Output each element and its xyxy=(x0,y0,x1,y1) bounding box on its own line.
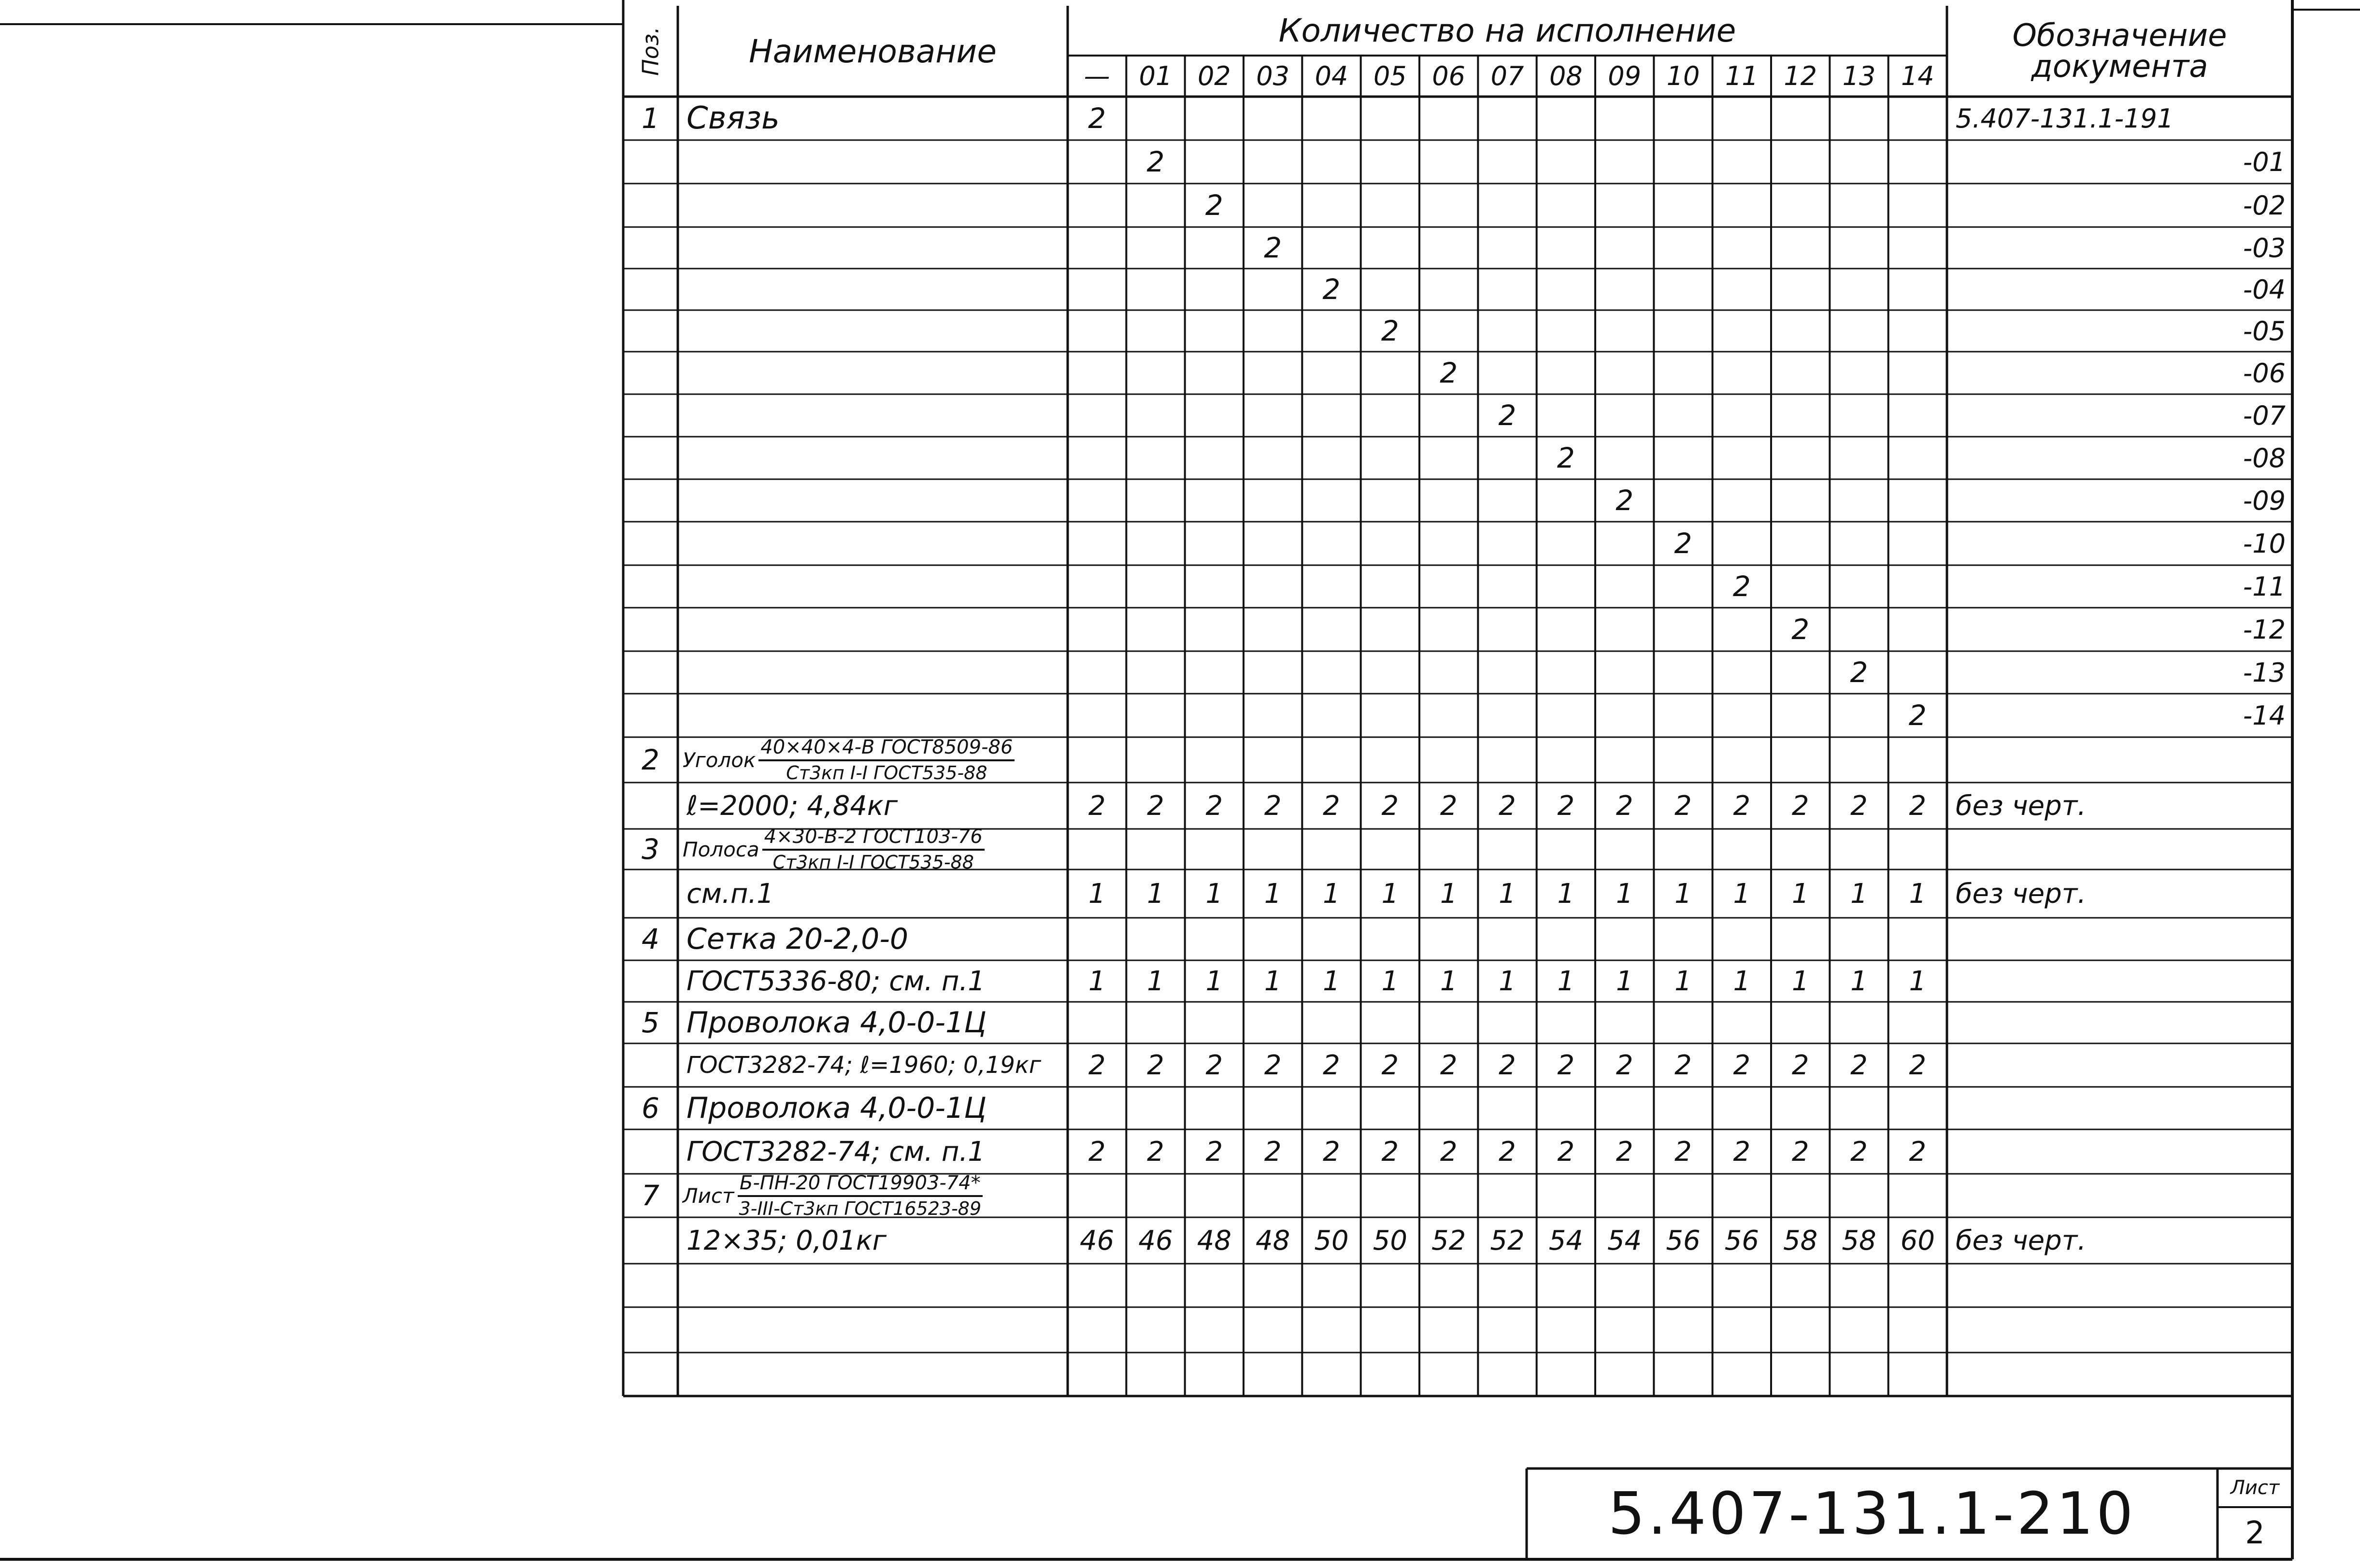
qty-cell: 2 xyxy=(1381,790,1399,822)
qty-cell: 1 xyxy=(1909,965,1927,997)
qty-cell: 2 xyxy=(1498,399,1516,432)
qty-cell: 2 xyxy=(1732,570,1751,603)
qty-cell: 56 xyxy=(1666,1225,1701,1256)
qty-cell: 2 xyxy=(1909,1136,1927,1168)
doc-designation: -11 xyxy=(2243,571,2286,602)
qty-cell: 2 xyxy=(1909,1049,1927,1081)
item-prefix: Полоса xyxy=(683,837,759,861)
qty-cell: 48 xyxy=(1197,1225,1231,1256)
qty-cell: 2 xyxy=(1616,1136,1633,1168)
doc-designation: -13 xyxy=(2243,657,2286,688)
qty-cell: 2 xyxy=(1440,1049,1458,1081)
qty-cell: 54 xyxy=(1607,1225,1642,1256)
header-variant: 09 xyxy=(1608,61,1642,91)
item-denominator: Ст3кп I-I ГОСТ535-88 xyxy=(772,852,974,873)
qty-cell: 2 xyxy=(1850,1136,1868,1168)
item-numerator: 40×40×4-В ГОСТ8509-86 xyxy=(758,736,1015,761)
qty-cell: 2 xyxy=(1616,790,1633,822)
item-prefix: Лист xyxy=(683,1183,734,1208)
item-denominator: 3-III-Ст3кп ГОСТ16523-89 xyxy=(739,1198,982,1219)
qty-cell: 46 xyxy=(1080,1225,1115,1256)
qty-cell: 2 xyxy=(1791,1136,1809,1168)
header-variant: 04 xyxy=(1315,61,1348,91)
qty-cell: 2 xyxy=(1733,1049,1751,1081)
qty-cell: 2 xyxy=(1146,145,1165,178)
item-name: Проволока 4,0-0-1Ц xyxy=(687,1091,987,1125)
doc-designation: без черт. xyxy=(1956,878,2087,910)
qty-cell: 2 xyxy=(1616,484,1634,517)
doc-designation: -01 xyxy=(2243,146,2286,177)
qty-cell: 2 xyxy=(1264,1136,1282,1168)
item-pos: 3 xyxy=(642,833,659,866)
qty-cell: 2 xyxy=(1264,1049,1282,1081)
qty-cell: 2 xyxy=(1205,790,1223,822)
item-pos: 1 xyxy=(642,102,659,135)
qty-cell: 1 xyxy=(1850,965,1868,997)
qty-cell: 2 xyxy=(1791,790,1809,822)
qty-cell: 2 xyxy=(1088,1136,1106,1168)
doc-designation: -02 xyxy=(2243,190,2286,221)
item-name-fraction xyxy=(683,1174,983,1217)
doc-designation: без черт. xyxy=(1956,1225,2087,1256)
qty-cell: 2 xyxy=(1147,1136,1164,1168)
qty-cell: 58 xyxy=(1783,1225,1818,1256)
qty-cell: 1 xyxy=(1674,965,1692,997)
qty-cell: 2 xyxy=(1323,1136,1340,1168)
qty-cell: 2 xyxy=(1557,442,1575,474)
doc-designation: без черт. xyxy=(1956,790,2087,822)
qty-cell: 2 xyxy=(1440,1136,1458,1168)
item-name: Проволока 4,0-0-1Ц xyxy=(687,1006,987,1040)
doc-designation: -07 xyxy=(2243,400,2286,431)
item-spec: ГОСТ3282-74; ℓ=1960; 0,19кг xyxy=(687,1052,1042,1079)
qty-cell: 50 xyxy=(1314,1225,1349,1256)
header-pos: Поз. xyxy=(637,27,664,76)
qty-cell: 2 xyxy=(1264,231,1282,264)
qty-cell: 2 xyxy=(1674,790,1692,822)
qty-cell: 46 xyxy=(1138,1225,1173,1256)
qty-cell: 2 xyxy=(1322,273,1341,306)
item-pos: 4 xyxy=(642,923,659,955)
item-name: Сетка 20-2,0-0 xyxy=(687,922,909,956)
qty-cell: 1 xyxy=(1440,965,1458,997)
item-name-fraction xyxy=(683,737,1015,783)
qty-cell: 2 xyxy=(1147,790,1164,822)
doc-designation: -04 xyxy=(2243,274,2286,305)
qty-cell: 58 xyxy=(1842,1225,1876,1256)
qty-cell: 1 xyxy=(1733,878,1751,910)
qty-cell: 52 xyxy=(1490,1225,1525,1256)
item-pos: 6 xyxy=(642,1092,659,1125)
qty-cell: 2 xyxy=(1674,1136,1692,1168)
header-variant: 03 xyxy=(1256,61,1290,91)
qty-cell: 1 xyxy=(1205,965,1223,997)
qty-cell: 1 xyxy=(1381,878,1399,910)
qty-cell: 2 xyxy=(1323,790,1340,822)
qty-cell: 1 xyxy=(1264,965,1282,997)
sheet-number: 2 xyxy=(2245,1515,2265,1551)
item-prefix: Уголок xyxy=(683,748,756,772)
qty-cell: 2 xyxy=(1205,1049,1223,1081)
item-pos: 5 xyxy=(642,1006,659,1039)
qty-cell: 52 xyxy=(1431,1225,1466,1256)
qty-cell: 1 xyxy=(1616,878,1633,910)
qty-cell: 2 xyxy=(1791,1049,1809,1081)
doc-designation: -14 xyxy=(2243,700,2286,731)
sheet-label: Лист xyxy=(2230,1477,2280,1499)
qty-cell: 2 xyxy=(1850,790,1868,822)
qty-cell: 1 xyxy=(1557,878,1575,910)
doc-designation: -06 xyxy=(2243,357,2286,388)
qty-cell: 2 xyxy=(1323,1049,1340,1081)
qty-cell: 1 xyxy=(1733,965,1751,997)
qty-cell: 2 xyxy=(1264,790,1282,822)
qty-cell: 2 xyxy=(1440,356,1458,389)
qty-cell: 50 xyxy=(1373,1225,1407,1256)
item-numerator: Б-ПН-20 ГОСТ19903-74* xyxy=(738,1172,983,1197)
qty-cell: 2 xyxy=(1733,1136,1751,1168)
header-variant: 11 xyxy=(1725,61,1759,91)
qty-cell: 2 xyxy=(1381,314,1399,347)
qty-cell: 1 xyxy=(1499,965,1516,997)
qty-cell: 2 xyxy=(1499,1049,1516,1081)
qty-cell: 1 xyxy=(1616,965,1633,997)
item-name-fraction xyxy=(683,826,985,873)
document-number: 5.407-131.1-210 xyxy=(1608,1480,2136,1548)
header-variant: 12 xyxy=(1784,61,1817,91)
qty-cell: 2 xyxy=(1674,1049,1692,1081)
qty-cell: 1 xyxy=(1323,965,1340,997)
header-variant: 13 xyxy=(1842,61,1876,91)
header-variant: 06 xyxy=(1432,61,1466,91)
qty-cell: 1 xyxy=(1850,878,1868,910)
qty-cell: 2 xyxy=(1088,1049,1106,1081)
item-pos: 2 xyxy=(642,743,659,776)
header-variant: 10 xyxy=(1666,61,1700,91)
qty-cell: 1 xyxy=(1088,878,1106,910)
qty-cell: 1 xyxy=(1557,965,1575,997)
item-spec: ℓ=2000; 4,84кг xyxy=(687,790,898,822)
qty-cell: 2 xyxy=(1908,699,1927,732)
header-designation: Обозначение документа xyxy=(2012,18,2227,85)
qty-cell: 60 xyxy=(1900,1225,1935,1256)
qty-cell: 2 xyxy=(1850,1049,1868,1081)
qty-cell: 56 xyxy=(1724,1225,1759,1256)
qty-cell: 2 xyxy=(1733,790,1751,822)
doc-designation: -05 xyxy=(2243,315,2286,346)
qty-cell: 2 xyxy=(1499,790,1516,822)
qty-cell: 1 xyxy=(1381,965,1399,997)
item-spec: ГОСТ3282-74; см. п.1 xyxy=(687,1136,985,1168)
qty-cell: 2 xyxy=(1909,790,1927,822)
qty-cell: 2 xyxy=(1088,102,1106,135)
qty-cell: 1 xyxy=(1440,878,1458,910)
qty-cell: 1 xyxy=(1909,878,1927,910)
header-variant: 08 xyxy=(1549,61,1583,91)
qty-cell: 1 xyxy=(1674,878,1692,910)
header-variant: 01 xyxy=(1139,61,1173,91)
qty-cell: 2 xyxy=(1616,1049,1633,1081)
item-numerator: 4×30-В-2 ГОСТ103-76 xyxy=(762,826,985,851)
qty-cell: 1 xyxy=(1264,878,1282,910)
qty-cell: 54 xyxy=(1548,1225,1583,1256)
item-pos: 7 xyxy=(642,1179,659,1212)
qty-cell: 2 xyxy=(1381,1049,1399,1081)
qty-cell: 2 xyxy=(1557,790,1575,822)
qty-cell: 1 xyxy=(1499,878,1516,910)
qty-cell: 2 xyxy=(1440,790,1458,822)
qty-cell: 2 xyxy=(1674,527,1692,560)
doc-designation: -10 xyxy=(2243,528,2286,559)
item-name: Связь xyxy=(687,100,780,136)
qty-cell: 1 xyxy=(1147,965,1164,997)
qty-cell: 1 xyxy=(1323,878,1340,910)
header-quantity: Количество на исполнение xyxy=(1278,12,1736,49)
doc-designation: -12 xyxy=(2243,614,2286,645)
doc-designation: -08 xyxy=(2243,442,2286,473)
qty-cell: 2 xyxy=(1381,1136,1399,1168)
doc-designation: -03 xyxy=(2243,232,2286,263)
header-variant: 02 xyxy=(1197,61,1231,91)
header-variant: 14 xyxy=(1901,61,1934,91)
doc-designation: 5.407-131.1-191 xyxy=(1956,103,2174,134)
qty-cell: 1 xyxy=(1791,878,1809,910)
header-variant: 05 xyxy=(1373,61,1407,91)
qty-cell: 1 xyxy=(1791,965,1809,997)
qty-cell: 48 xyxy=(1256,1225,1290,1256)
header-variant: 07 xyxy=(1490,61,1524,91)
qty-cell: 2 xyxy=(1791,613,1810,646)
item-spec: ГОСТ5336-80; см. п.1 xyxy=(687,965,985,997)
qty-cell: 2 xyxy=(1850,656,1868,689)
qty-cell: 1 xyxy=(1088,965,1106,997)
item-spec: 12×35; 0,01кг xyxy=(687,1225,887,1256)
qty-cell: 1 xyxy=(1205,878,1223,910)
qty-cell: 2 xyxy=(1205,189,1223,222)
qty-cell: 1 xyxy=(1147,878,1164,910)
qty-cell: 2 xyxy=(1499,1136,1516,1168)
header-name: Наименование xyxy=(749,32,997,70)
doc-designation: -09 xyxy=(2243,485,2286,516)
qty-cell: 2 xyxy=(1088,790,1106,822)
header-variant: — xyxy=(1084,61,1110,91)
qty-cell: 2 xyxy=(1147,1049,1164,1081)
item-spec: см.п.1 xyxy=(687,878,774,910)
qty-cell: 2 xyxy=(1557,1136,1575,1168)
qty-cell: 2 xyxy=(1205,1136,1223,1168)
qty-cell: 2 xyxy=(1557,1049,1575,1081)
item-denominator: Ст3кп I-I ГОСТ535-88 xyxy=(786,762,987,784)
